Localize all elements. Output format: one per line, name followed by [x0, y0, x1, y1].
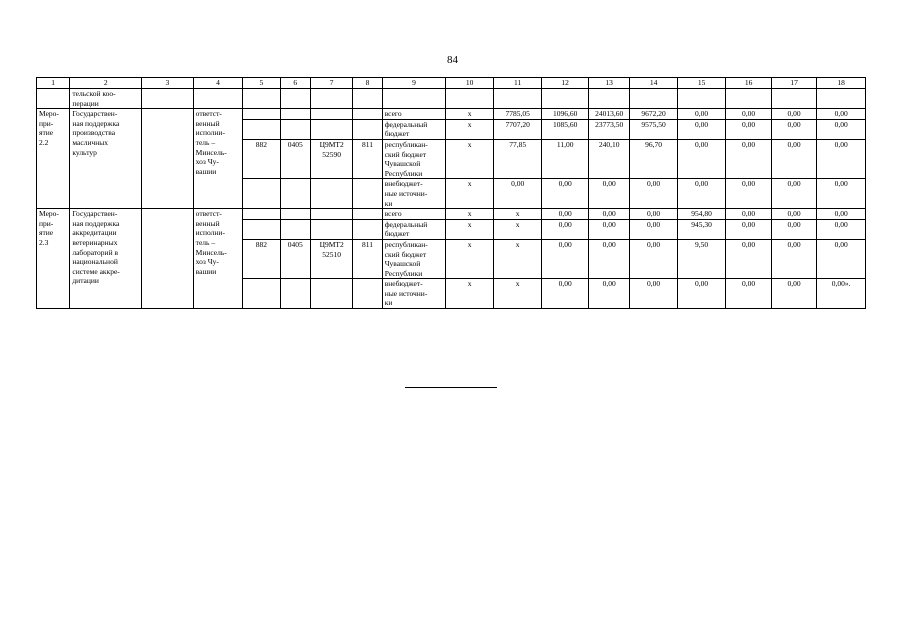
column-header: 1: [37, 78, 70, 89]
value-cell: 0,00: [817, 139, 866, 178]
empty-cell: [310, 209, 352, 220]
value-cell: 0,00: [726, 209, 771, 220]
value-cell: x: [493, 219, 542, 239]
value-cell: 9575,50: [630, 119, 678, 139]
value-cell: 0,00: [726, 139, 771, 178]
column-header: 17: [771, 78, 816, 89]
value-cell: 0,00: [817, 209, 866, 220]
cell-line: тель –: [195, 137, 216, 147]
cell-line: Республики: [384, 268, 423, 278]
column-header: 10: [446, 78, 494, 89]
cell-line: Чувашской: [384, 259, 421, 269]
cell-line: вашии: [195, 166, 217, 176]
value-cell: 0,00: [630, 239, 678, 278]
value-cell: 0,00: [542, 239, 589, 278]
column-header: 15: [677, 78, 726, 89]
measure-executor: [193, 109, 243, 209]
value-cell: 0,00: [630, 179, 678, 209]
empty-cell: [280, 279, 310, 309]
empty-cell: [243, 89, 280, 109]
cell-line: ятие: [39, 228, 54, 238]
cell-line: дитации: [72, 276, 99, 286]
empty-cell: [243, 219, 280, 239]
value-cell: 0,00: [771, 239, 816, 278]
code-c8: 811: [353, 139, 382, 178]
cell-line: ки: [384, 198, 393, 208]
empty-cell: [310, 219, 352, 239]
cell-line: 52510: [322, 249, 342, 259]
empty-cell: [542, 89, 589, 109]
empty-cell: [310, 119, 352, 139]
end-line: [405, 387, 497, 388]
empty-cell: [243, 119, 280, 139]
funding-source: [382, 179, 446, 209]
value-cell: 0,00: [771, 119, 816, 139]
value-cell: 954,80: [677, 209, 726, 220]
cell-line: внебюджет-: [384, 279, 423, 289]
cell-line: масличных: [72, 137, 109, 147]
empty-cell: [588, 89, 629, 109]
value-cell: x: [446, 219, 494, 239]
cell-line: тель –: [195, 237, 216, 247]
value-cell: 0,00: [542, 279, 589, 309]
value-cell: x: [446, 179, 494, 209]
empty-cell: [37, 89, 70, 109]
cell-line: Меро-: [39, 209, 59, 219]
cell-line: системе аккре-: [72, 266, 120, 276]
cell-line: аккредитации: [72, 228, 117, 238]
cell-line: ки: [384, 298, 393, 308]
value-cell: 0,00: [726, 179, 771, 209]
code-c5: 882: [243, 139, 280, 178]
column-header: 13: [588, 78, 629, 89]
empty-cell: [353, 109, 382, 120]
cell-line: лабораторий в: [72, 247, 119, 257]
empty-cell: [353, 279, 382, 309]
funding-source: [382, 139, 446, 178]
value-cell: x: [493, 239, 542, 278]
cell-line: при-: [39, 218, 54, 228]
empty-cell: [280, 119, 310, 139]
empty-cell: [353, 119, 382, 139]
cell-line: Государствен-: [72, 209, 118, 219]
cell-line: ответст-: [195, 209, 222, 219]
value-cell: 0,00: [817, 109, 866, 120]
cell-line: тельской коо-: [72, 89, 116, 98]
value-cell: 11,00: [542, 139, 589, 178]
empty-cell: [771, 89, 816, 109]
column-header: 11: [493, 78, 542, 89]
cell-line: бюджет: [384, 229, 410, 239]
value-cell: x: [493, 209, 542, 220]
continuation-row: [37, 89, 866, 109]
cell-line: ная поддержка: [72, 118, 120, 128]
cell-line: федеральный: [384, 119, 428, 129]
value-cell: x: [446, 279, 494, 309]
code-c6: 0405: [280, 139, 310, 178]
measure-label: [37, 109, 70, 209]
cell-line: вашии: [195, 266, 217, 276]
cell-line: исполни-: [195, 228, 225, 238]
code-c5: 882: [243, 239, 280, 278]
cell-line: Минсель-: [195, 247, 227, 257]
column-header: 5: [243, 78, 280, 89]
cell-line: ятие: [39, 128, 54, 138]
value-cell: 0,00».: [817, 279, 866, 309]
empty-cell: [382, 89, 446, 109]
value-cell: 7785,05: [493, 109, 542, 120]
empty-cell: [243, 279, 280, 309]
budget-table: [36, 77, 866, 309]
value-cell: 0,00: [542, 179, 589, 209]
value-cell: 0,00: [726, 279, 771, 309]
value-cell: 0,00: [726, 109, 771, 120]
column-header: 7: [310, 78, 352, 89]
value-cell: 0,00: [588, 179, 629, 209]
funding-source: [382, 219, 446, 239]
value-cell: x: [493, 279, 542, 309]
empty-cell: [243, 109, 280, 120]
column-header: 9: [382, 78, 446, 89]
empty-cell: [243, 209, 280, 220]
value-cell: 0,00: [817, 219, 866, 239]
code-c7: [310, 239, 352, 278]
column-header: 4: [193, 78, 243, 89]
cell-line: культур: [72, 147, 97, 157]
empty-cell: [353, 179, 382, 209]
cell-line: бюджет: [384, 129, 410, 139]
empty-cell: [630, 89, 678, 109]
code-c7: [310, 139, 352, 178]
value-cell: x: [446, 109, 494, 120]
page-number: 84: [447, 54, 458, 66]
value-cell: 0,00: [771, 219, 816, 239]
value-cell: 1096,60: [542, 109, 589, 120]
cell-line: национальной: [72, 257, 118, 267]
value-cell: 0,00: [771, 209, 816, 220]
header-row: [37, 78, 866, 89]
value-cell: 0,00: [817, 119, 866, 139]
funding-source: [382, 209, 446, 220]
column-header: 6: [280, 78, 310, 89]
value-cell: 0,00: [771, 179, 816, 209]
cell-line: ский бюджет: [384, 149, 427, 159]
value-cell: 0,00: [771, 279, 816, 309]
value-cell: x: [446, 139, 494, 178]
measure-name: [70, 209, 142, 309]
empty-cell: [142, 209, 194, 309]
empty-cell: [142, 89, 194, 109]
funding-source: [382, 119, 446, 139]
table-body: [37, 78, 866, 309]
value-cell: 0,00: [677, 279, 726, 309]
cell-line: перации: [72, 98, 99, 108]
funding-source: [382, 109, 446, 120]
cell-line: при-: [39, 118, 54, 128]
value-cell: 0,00: [542, 219, 589, 239]
cell-line: Ц9МТ2: [319, 139, 344, 149]
cell-line: 52590: [322, 149, 342, 159]
measure-label: [37, 209, 70, 309]
value-cell: x: [446, 209, 494, 220]
cell-line: республикан-: [384, 139, 428, 149]
column-header: 2: [70, 78, 142, 89]
value-cell: 0,00: [726, 119, 771, 139]
value-cell: 0,00: [630, 219, 678, 239]
cell-line: внебюджет-: [384, 179, 423, 189]
cell-line: исполни-: [195, 128, 225, 138]
cell-line: республикан-: [384, 239, 428, 249]
value-cell: 0,00: [677, 139, 726, 178]
cell-line: Чувашской: [384, 159, 421, 169]
empty-cell: [446, 89, 494, 109]
value-cell: 7707,20: [493, 119, 542, 139]
value-cell: 0,00: [677, 179, 726, 209]
empty-cell: [353, 209, 382, 220]
cell-line: ветеринарных: [72, 237, 118, 247]
value-cell: 0,00: [726, 219, 771, 239]
value-cell: 0,00: [677, 119, 726, 139]
measure-executor: [193, 209, 243, 309]
value-cell: 0,00: [677, 109, 726, 120]
table-row: [37, 109, 866, 120]
value-cell: 23773,50: [588, 119, 629, 139]
value-cell: 0,00: [771, 109, 816, 120]
funding-source: [382, 239, 446, 278]
value-cell: 0,00: [771, 139, 816, 178]
code-c6: 0405: [280, 239, 310, 278]
column-header: 8: [353, 78, 382, 89]
value-cell: 0,00: [588, 219, 629, 239]
cell-line: производства: [72, 128, 116, 138]
value-cell: 0,00: [588, 209, 629, 220]
value-cell: 0,00: [726, 239, 771, 278]
cell-line: венный: [195, 118, 220, 128]
continuation-text: [70, 89, 142, 109]
cell-line: федеральный: [384, 219, 428, 229]
empty-cell: [280, 219, 310, 239]
empty-cell: [817, 89, 866, 109]
cell-line: Меро-: [39, 109, 59, 119]
column-header: 3: [142, 78, 194, 89]
cell-line: Ц9МТ2: [319, 239, 344, 249]
cell-line: Республики: [384, 168, 423, 178]
empty-cell: [310, 109, 352, 120]
value-cell: 0,00: [542, 209, 589, 220]
cell-line: хоз Чу-: [195, 257, 219, 267]
empty-cell: [493, 89, 542, 109]
value-cell: 240,10: [588, 139, 629, 178]
empty-cell: [243, 179, 280, 209]
measure-name: [70, 109, 142, 209]
value-cell: 9672,20: [630, 109, 678, 120]
cell-line: всего: [384, 109, 402, 119]
value-cell: 0,00: [493, 179, 542, 209]
empty-cell: [280, 179, 310, 209]
funding-source: [382, 279, 446, 309]
cell-line: 2.2: [39, 137, 49, 147]
column-header: 18: [817, 78, 866, 89]
value-cell: 0,00: [817, 239, 866, 278]
code-c8: 811: [353, 239, 382, 278]
table-row: [37, 209, 866, 220]
value-cell: x: [446, 239, 494, 278]
value-cell: 0,00: [630, 209, 678, 220]
cell-line: Государствен-: [72, 109, 118, 119]
empty-cell: [280, 89, 310, 109]
cell-line: хоз Чу-: [195, 157, 219, 167]
empty-cell: [142, 109, 194, 209]
empty-cell: [310, 179, 352, 209]
cell-line: ответст-: [195, 109, 222, 119]
value-cell: 0,00: [588, 239, 629, 278]
value-cell: 0,00: [630, 279, 678, 309]
empty-cell: [280, 109, 310, 120]
column-header: 12: [542, 78, 589, 89]
empty-cell: [310, 279, 352, 309]
cell-line: Минсель-: [195, 147, 227, 157]
empty-cell: [193, 89, 243, 109]
cell-line: ский бюджет: [384, 249, 427, 259]
column-header: 16: [726, 78, 771, 89]
cell-line: ные источни-: [384, 188, 428, 198]
empty-cell: [353, 89, 382, 109]
cell-line: 2.3: [39, 237, 49, 247]
value-cell: 96,70: [630, 139, 678, 178]
value-cell: x: [446, 119, 494, 139]
value-cell: 9,50: [677, 239, 726, 278]
value-cell: 945,30: [677, 219, 726, 239]
cell-line: ные источни-: [384, 288, 428, 298]
value-cell: 1085,60: [542, 119, 589, 139]
value-cell: 0,00: [817, 179, 866, 209]
empty-cell: [310, 89, 352, 109]
empty-cell: [726, 89, 771, 109]
empty-cell: [677, 89, 726, 109]
value-cell: 24013,60: [588, 109, 629, 120]
value-cell: 0,00: [588, 279, 629, 309]
cell-line: ная поддержка: [72, 218, 120, 228]
empty-cell: [353, 219, 382, 239]
cell-line: венный: [195, 218, 220, 228]
cell-line: всего: [384, 209, 402, 219]
column-header: 14: [630, 78, 678, 89]
value-cell: 77,85: [493, 139, 542, 178]
empty-cell: [280, 209, 310, 220]
